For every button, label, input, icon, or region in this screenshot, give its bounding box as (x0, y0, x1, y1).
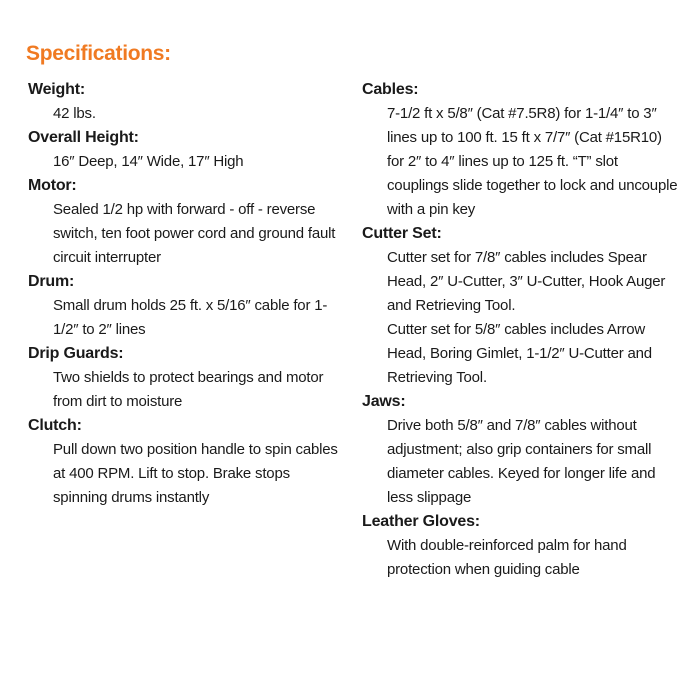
spec-jaws (362, 390, 682, 510)
spec-leather-gloves (362, 510, 682, 582)
spec-text: Pull down two position handle to spin cables at 400 RPM. Lift to stop. Brake stops spinning drums instantly (53, 441, 338, 506)
spec-clutch (28, 414, 348, 510)
spec-text: Two shields to protect bearings and motor from dirt to moisture (53, 369, 324, 410)
spec-weight (28, 78, 348, 126)
spec-label: Drum: (28, 273, 75, 290)
spec-label: Weight: (28, 81, 85, 98)
spec-label: Cables: (362, 81, 419, 98)
spec-text: 42 lbs. (53, 105, 96, 122)
spec-text: 7-1/2 ft x 5/8″ (Cat #7.5R8) for 1-1/4″ to 3″ lines up to 100 ft. 15 ft x 7/7″ (Cat #15R10) for 2″ to 4″ lines up to 125 ft. “T” slot couplings slide together to lock and uncouple with a pin key (387, 105, 678, 218)
spec-label: Motor: (28, 177, 77, 194)
spec-cutter-set (362, 222, 682, 390)
spec-label: Clutch: (28, 417, 82, 434)
spec-motor (28, 174, 348, 270)
spec-text: Cutter set for 7/8″ cables includes Spear Head, 2″ U-Cutter, 3″ U-Cutter, Hook Auger and Retrieving Tool. (387, 249, 666, 314)
specs-right-column (362, 78, 682, 582)
spec-label: Drip Guards: (28, 345, 124, 362)
page-title: Specifications: (26, 42, 171, 65)
spec-text: Drive both 5/8″ and 7/8″ cables without adjustment; also grip containers for small diameter cables. Keyed for longer life and less slippage (387, 417, 656, 506)
spec-text: Cutter set for 5/8″ cables includes Arrow Head, Boring Gimlet, 1-1/2″ U-Cutter and Retrieving Tool. (387, 321, 652, 386)
spec-cables (362, 78, 682, 222)
spec-text: Small drum holds 25 ft. x 5/16″ cable for 1-1/2″ to 2″ lines (53, 297, 328, 338)
spec-label: Jaws: (362, 393, 406, 410)
spec-label: Overall Height: (28, 129, 139, 146)
spec-label: Cutter Set: (362, 225, 442, 242)
spec-drip-guards (28, 342, 348, 414)
spec-overall-height (28, 126, 348, 174)
spec-drum (28, 270, 348, 342)
spec-text: 16″ Deep, 14″ Wide, 17″ High (53, 153, 244, 170)
spec-text: With double-reinforced palm for hand protection when guiding cable (387, 537, 627, 578)
spec-text: Sealed 1/2 hp with forward - off - reverse switch, ten foot power cord and ground fault circuit interrupter (53, 201, 336, 266)
specs-left-column (28, 78, 348, 510)
spec-label: Leather Gloves: (362, 513, 480, 530)
